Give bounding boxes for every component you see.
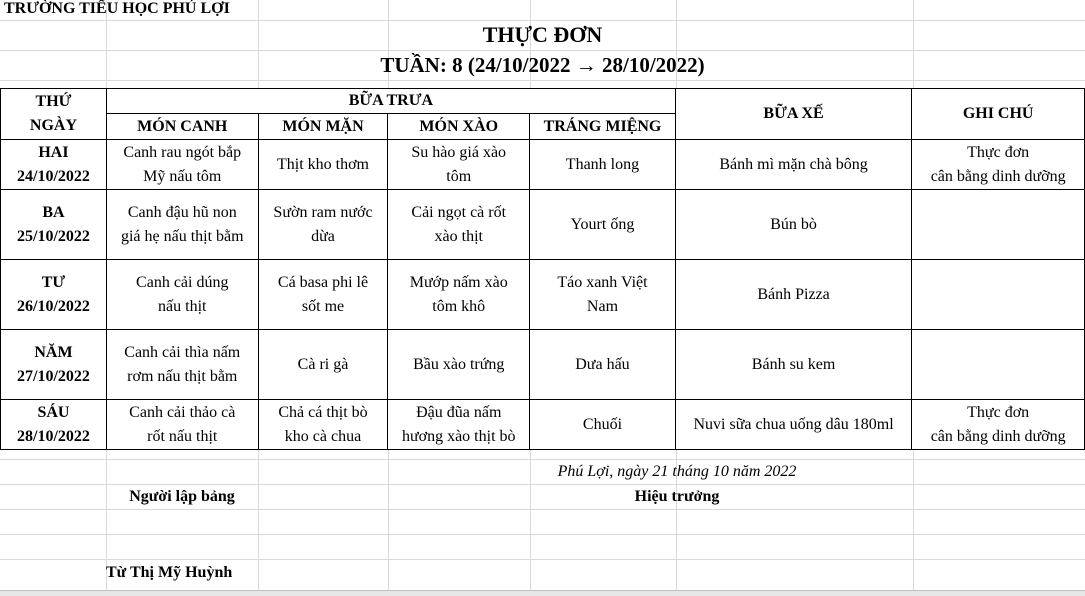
header-afternoon-snack[interactable]: BỮA XẾ [675, 89, 911, 140]
cell-line: Bầu xào trứng [413, 355, 505, 373]
day-cell[interactable] [1, 400, 107, 450]
day-date: 27/10/2022 [17, 367, 90, 385]
header-main[interactable]: MÓN MẶN [258, 114, 388, 140]
cell-line: tôm khô [432, 297, 486, 315]
notes-cell[interactable] [912, 400, 1085, 450]
soup-cell[interactable] [106, 400, 258, 450]
gridline [0, 459, 1085, 460]
cell-line: Nam [586, 297, 619, 315]
school-name[interactable]: TRƯỜNG TIỂU HỌC PHÚ LỢI [4, 0, 230, 17]
day-cell[interactable] [1, 140, 107, 190]
notes-cell[interactable] [912, 140, 1085, 190]
day-date: 28/10/2022 [17, 427, 90, 445]
notes-cell[interactable] [912, 190, 1085, 260]
cell-line: kho cà chua [284, 427, 362, 445]
cell-line: Cải ngọt cà rốt [411, 203, 507, 221]
cell-line: Thanh long [565, 155, 640, 173]
dessert-cell[interactable] [530, 140, 676, 190]
gridline [0, 534, 1085, 535]
main-dish-cell[interactable] [258, 140, 388, 190]
cell-line: Táo xanh Việt [557, 273, 648, 291]
table-row [1, 400, 1085, 450]
header-ngay: NGÀY [29, 117, 77, 134]
day-name: NĂM [34, 343, 73, 361]
cell-line: nấu thịt [158, 297, 207, 315]
cell-line: Su hào giá xào [411, 143, 507, 161]
cell-line: Bánh mì mặn chà bông [719, 155, 868, 173]
cell-line: Cá basa phi lê [277, 273, 369, 291]
snack-cell[interactable] [675, 190, 911, 260]
place-date[interactable]: Phú Lợi, ngày 21 tháng 10 năm 2022 [557, 463, 797, 480]
week-title[interactable]: TUẦN: 8 (24/10/2022 → 28/10/2022) [380, 53, 705, 77]
dessert-cell[interactable] [530, 330, 676, 400]
soup-cell[interactable] [106, 190, 258, 260]
cell-line: Dưa hấu [575, 355, 630, 373]
table-row [1, 190, 1085, 260]
cell-line: giá hẹ nấu thịt bằm [120, 227, 244, 245]
soup-cell[interactable] [106, 140, 258, 190]
cell-line: Chuối [582, 415, 623, 433]
snack-cell[interactable] [675, 140, 911, 190]
cell-line: rơm nấu thịt bằm [127, 367, 238, 385]
cell-line: Chả cá thịt bò [278, 403, 368, 421]
soup-cell[interactable] [106, 330, 258, 400]
snack-cell[interactable] [675, 400, 911, 450]
table-row [1, 260, 1085, 330]
header-day-date[interactable] [1, 89, 107, 140]
header-soup[interactable]: MÓN CANH [106, 114, 258, 140]
main-dish-cell[interactable] [258, 400, 388, 450]
principal-title[interactable]: Hiệu trưởng [634, 488, 720, 505]
cell-line: Canh cải dúng [136, 273, 229, 291]
cell-line: sốt me [301, 297, 345, 315]
main-dish-cell[interactable] [258, 190, 388, 260]
header-thu: THỨ [35, 93, 72, 110]
day-cell[interactable] [1, 330, 107, 400]
cell-line: Canh rau ngót bắp [123, 143, 242, 161]
cell-line: dừa [311, 227, 335, 245]
cell-line: Mỹ nấu tôm [143, 167, 222, 185]
day-cell[interactable] [1, 190, 107, 260]
menu-table [0, 88, 1085, 450]
cell-line: hương xào thịt bò [401, 427, 516, 445]
day-name: BA [42, 203, 65, 221]
cell-line: xào thịt [434, 227, 483, 245]
header-stirfry[interactable]: MÓN XÀO [388, 114, 530, 140]
header-notes[interactable]: GHI CHÚ [912, 89, 1085, 140]
cell-line: Thực đơn [967, 403, 1030, 421]
cell-line: Bánh Pizza [757, 285, 830, 303]
cell-line: Canh đậu hũ non [127, 203, 237, 221]
cell-line: Bún bò [770, 215, 817, 233]
gridline [0, 50, 1085, 51]
snack-cell[interactable] [675, 260, 911, 330]
header-lunch[interactable]: BỮA TRƯA [106, 89, 675, 114]
header-dessert[interactable]: TRÁNG MIỆNG [530, 114, 676, 140]
cell-line: Mướp nấm xào [409, 273, 508, 291]
dessert-cell[interactable] [530, 400, 676, 450]
notes-cell[interactable] [912, 260, 1085, 330]
gridline [0, 484, 1085, 485]
main-dish-cell[interactable] [258, 260, 388, 330]
stirfry-cell[interactable] [388, 190, 530, 260]
day-name: SÁU [37, 403, 70, 421]
sheet-tab-bar[interactable] [0, 590, 1085, 596]
day-date: 26/10/2022 [17, 297, 90, 315]
cell-line: Canh cải thảo cà [129, 403, 236, 421]
cell-line: Cà ri gà [297, 355, 349, 373]
cell-line: Yourt ống [570, 215, 635, 233]
cell-line: cân bằng dinh dưỡng [930, 427, 1066, 445]
day-date: 24/10/2022 [17, 167, 90, 185]
stirfry-cell[interactable] [388, 330, 530, 400]
preparer-name[interactable]: Từ Thị Mỹ Huỳnh [106, 564, 233, 581]
notes-cell[interactable] [912, 330, 1085, 400]
cell-line: Bánh su kem [751, 355, 836, 373]
cell-line: rốt nấu thịt [147, 427, 218, 445]
preparer-title[interactable]: Người lập bảng [129, 488, 235, 505]
stirfry-cell[interactable] [388, 400, 530, 450]
gridline [0, 559, 1085, 560]
gridline [0, 80, 1085, 81]
table-row [1, 140, 1085, 190]
day-date: 25/10/2022 [17, 227, 90, 245]
cell-line: cân bằng dinh dưỡng [930, 167, 1066, 185]
table-row [1, 330, 1085, 400]
stirfry-cell[interactable] [388, 260, 530, 330]
soup-cell[interactable] [106, 260, 258, 330]
day-cell[interactable] [1, 260, 107, 330]
dessert-cell[interactable] [530, 190, 676, 260]
day-name: TƯ [41, 273, 66, 291]
gridline [0, 20, 1085, 21]
dessert-cell[interactable] [530, 260, 676, 330]
cell-line: Đậu đũa nấm [416, 403, 502, 421]
cell-line: Thịt kho thơm [276, 155, 369, 173]
cell-line: tôm [446, 167, 472, 185]
menu-title[interactable]: THỰC ĐƠN [482, 22, 603, 47]
cell-line: Nuvi sữa chua uống dâu 180ml [693, 415, 894, 433]
stirfry-cell[interactable] [388, 140, 530, 190]
cell-line: Canh cải thìa nấm [124, 343, 241, 361]
gridline [0, 509, 1085, 510]
menu-rows [1, 140, 1085, 450]
cell-line: Thực đơn [967, 143, 1030, 161]
day-name: HAI [38, 143, 69, 161]
main-dish-cell[interactable] [258, 330, 388, 400]
snack-cell[interactable] [675, 330, 911, 400]
cell-line: Sườn ram nước [273, 203, 373, 221]
